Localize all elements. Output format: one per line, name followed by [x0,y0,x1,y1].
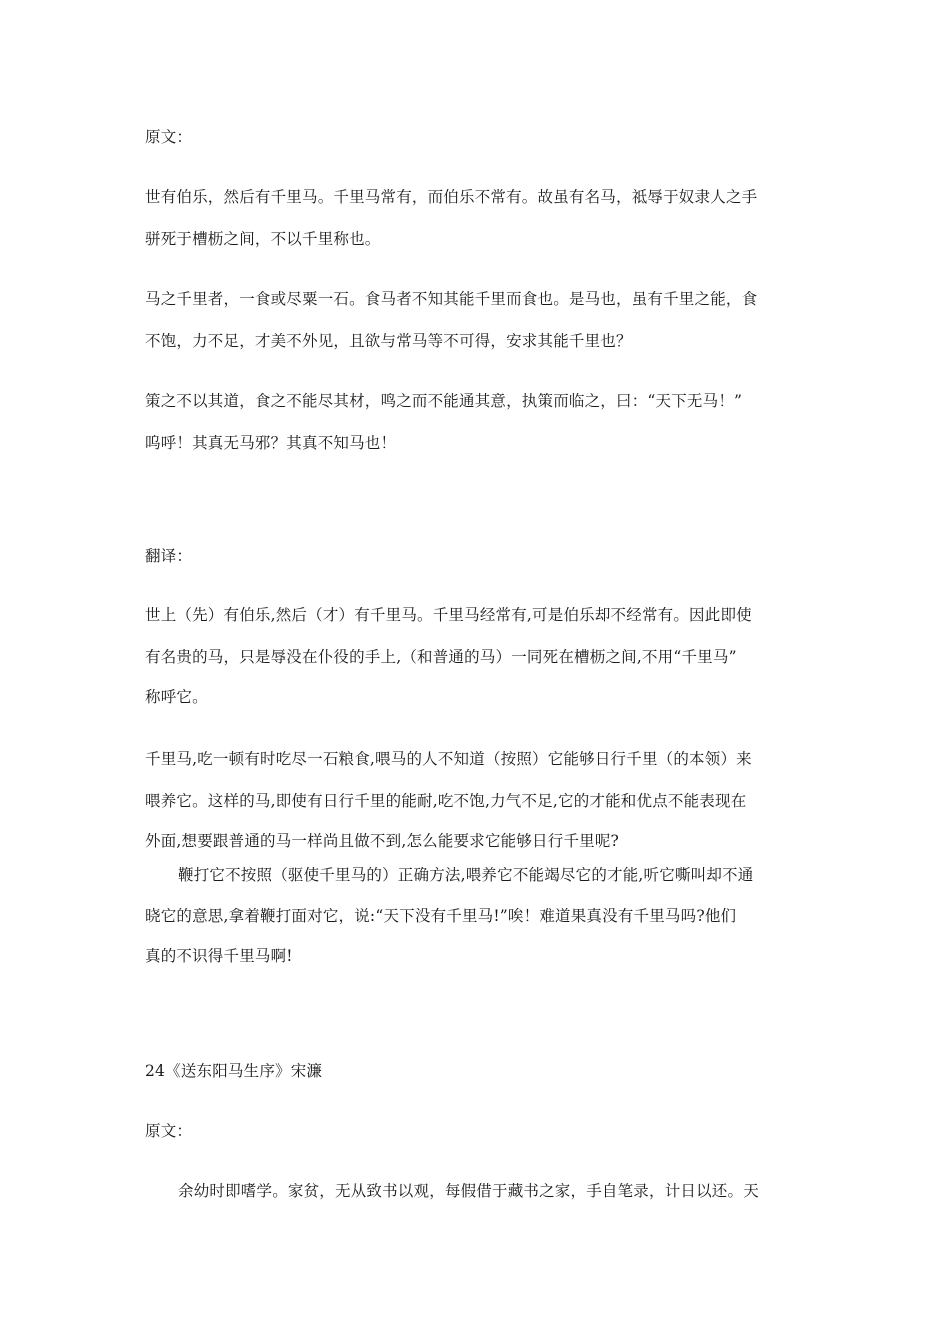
section-label-yuanwen: 原文： [145,1122,193,1140]
translation-line: 有名贵的马，只是辱没在仆役的手上,（和普通的马）一同死在槽枥之间,不用“千里马” [145,648,737,666]
paragraph-line: 策之不以其道，食之不能尽其材，鸣之而不能通其意，执策而临之，曰：“天下无马！” [145,392,743,410]
translation-line: 称呼它。 [145,688,208,706]
translation-line: 晓它的意思,拿着鞭打面对它，说:“天下没有千里马!”唉！难道果真没有千里马吗?他们 [145,907,737,925]
paragraph-line: 呜呼！其真无马邪？其真不知马也！ [145,434,397,452]
translation-line: 外面,想要跟普通的马一样尚且做不到,怎么能要求它能够日行千里呢? [145,832,620,850]
section-label-yuanwen: 原文： [145,128,193,146]
translation-line: 千里马,吃一顿有时吃尽一石粮食,喂马的人不知道（按照）它能够日行千里（的本领）来 [145,750,752,768]
paragraph-line: 骈死于槽枥之间，不以千里称也。 [145,230,381,248]
translation-line: 喂养它。这样的马,即使有日行千里的能耐,吃不饱,力气不足,它的才能和优点不能表现在 [145,792,747,810]
section-label-fanyi: 翻译： [145,547,193,565]
paragraph-line: 世有伯乐，然后有千里马。千里马常有，而伯乐不常有。故虽有名马，祗辱于奴隶人之手 [145,188,758,206]
paragraph-line: 不饱，力不足，才美不外见，且欲与常马等不可得，安求其能千里也？ [145,332,632,350]
paragraph-line: 马之千里者，一食或尽粟一石。食马者不知其能千里而食也。是马也，虽有千里之能，食 [145,290,758,308]
translation-line: 鞭打它不按照（驱使千里马的）正确方法,喂养它不能竭尽它的才能,听它嘶叫却不通 [178,866,754,884]
paragraph-line: 余幼时即嗜学。家贫，无从致书以观，每假借于藏书之家，手自笔录，计日以还。天 [178,1182,759,1200]
section-title: 24《送东阳马生序》宋濂 [145,1062,323,1080]
translation-line: 真的不识得千里马啊! [145,947,293,965]
translation-line: 世上（先）有伯乐,然后（才）有千里马。千里马经常有,可是伯乐却不经常有。因此即使 [145,606,752,624]
